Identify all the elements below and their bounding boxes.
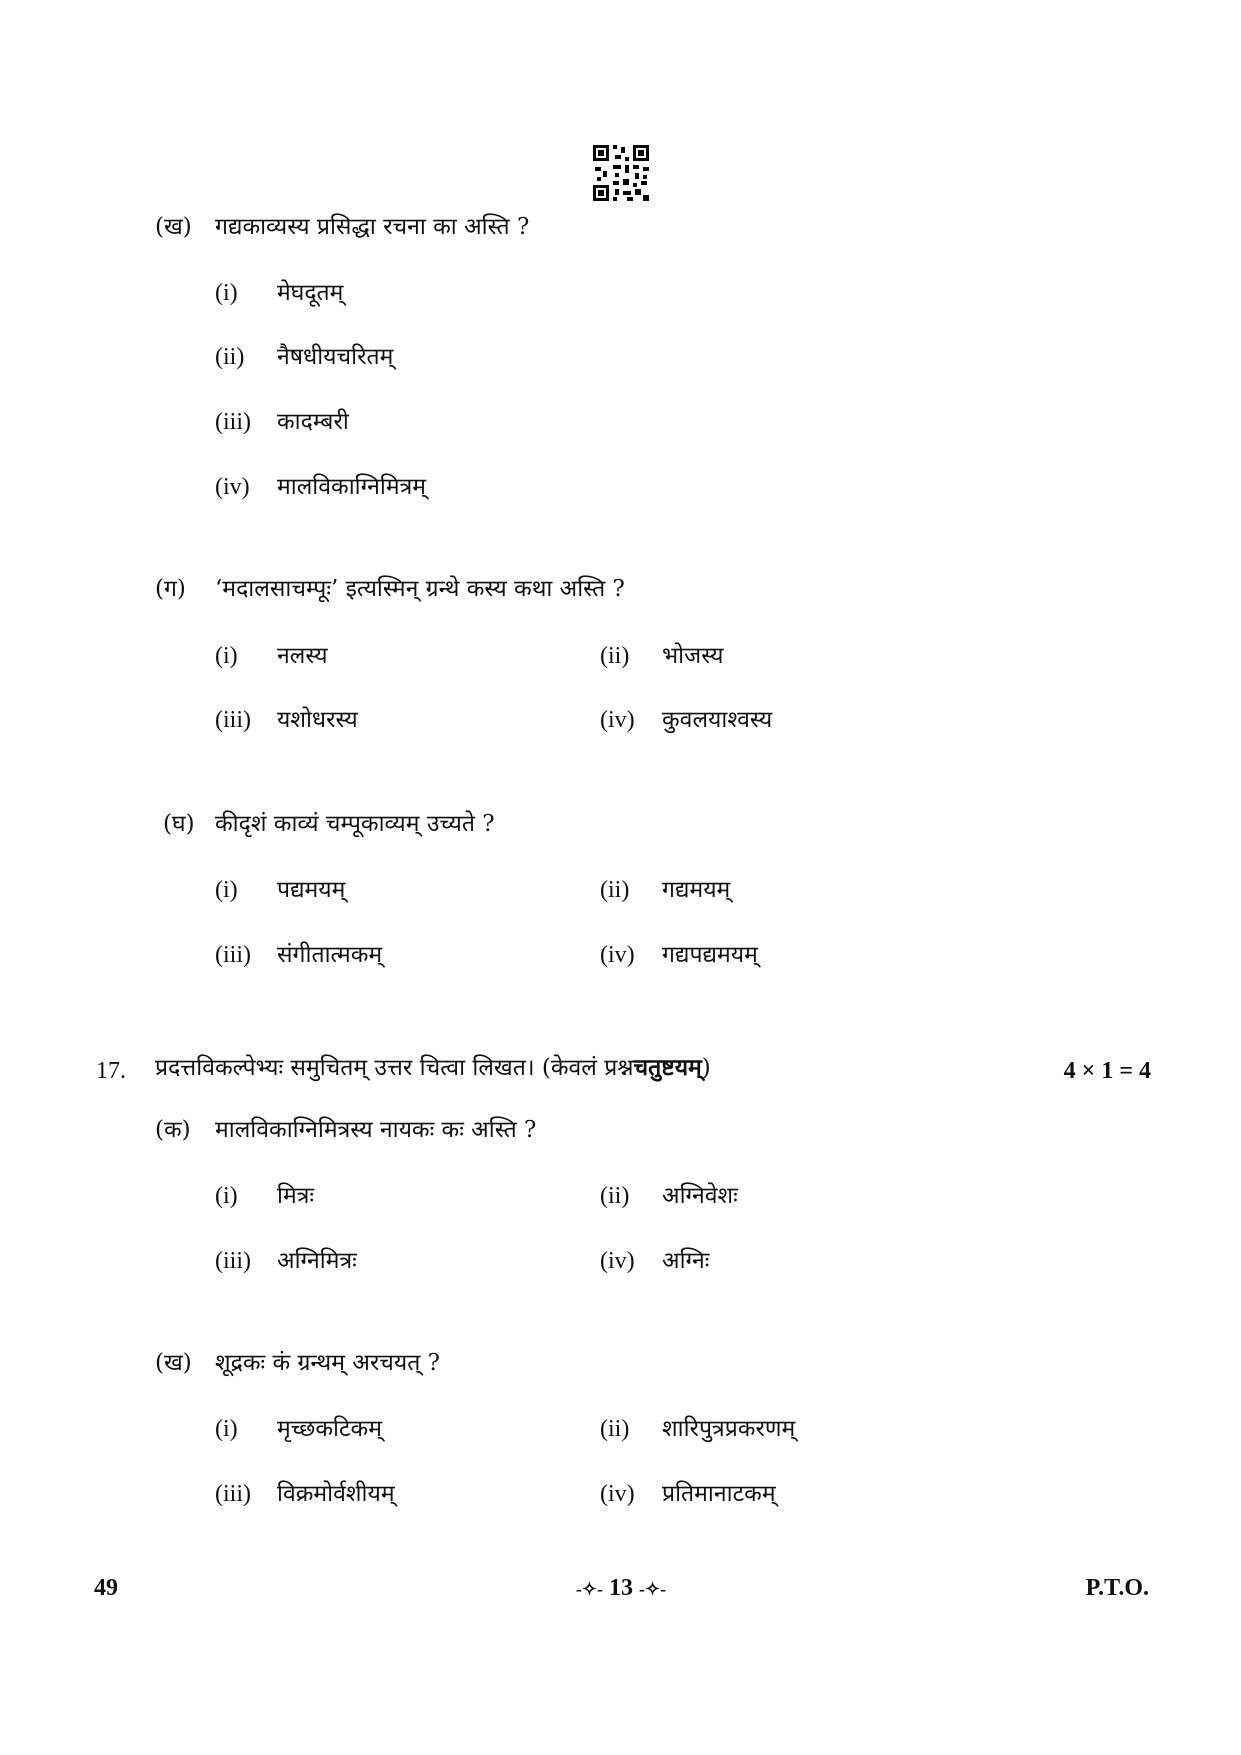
option-item [600, 1249, 709, 1273]
marks-allocation: 4 × 1 = 4 [1063, 1058, 1151, 1084]
option-text: पद्यमयम् [277, 877, 346, 903]
option-number: (iv) [600, 1248, 635, 1274]
option-number: (iv) [600, 707, 635, 733]
option-item [600, 644, 723, 668]
option-text: संगीतात्मकम् [277, 942, 383, 968]
question-17-kha [155, 1352, 440, 1375]
option-number: (ii) [600, 643, 630, 669]
option-item [215, 943, 382, 967]
option-text: भोजस्य [662, 643, 724, 669]
question-text: गद्यकाव्यस्य प्रसिद्धा रचना का अस्ति ? [215, 214, 530, 240]
question-text: कीदृशं काव्यं चम्पूकाव्यम् उच्यते ? [215, 811, 495, 837]
question-16-kha [155, 216, 529, 239]
instruction-text: प्रदत्तविकल्पेभ्यः समुचितम् उत्तर चित्वा लिखत। (केवलं प्रश्न [155, 1055, 634, 1081]
option-number: (i) [215, 1183, 238, 1209]
option-item [600, 1184, 738, 1208]
instruction-bold-text: चतुष्टयम् [633, 1054, 702, 1081]
option-item [600, 708, 772, 732]
option-item [600, 878, 730, 902]
question-label: (ख) [155, 1350, 192, 1376]
option-text: कुवलयाश्वस्य [662, 707, 773, 733]
option-text: अग्निवेशः [662, 1183, 738, 1209]
option-item [215, 1249, 357, 1273]
option-text: यशोधरस्य [277, 707, 358, 733]
option-item [215, 475, 426, 499]
option-number: (iv) [600, 1481, 635, 1507]
option-number: (iii) [215, 942, 251, 968]
question-label: (ख) [155, 214, 192, 240]
option-text: शारिपुत्रप्रकरणम् [662, 1416, 796, 1442]
question-17-instruction [155, 1056, 711, 1080]
option-item [215, 708, 358, 732]
option-item [215, 281, 343, 305]
option-item [215, 878, 345, 902]
ornament-right-icon: -✧- [639, 1579, 667, 1599]
option-text: अग्निमित्रः [277, 1248, 357, 1274]
option-number: (i) [215, 877, 238, 903]
option-text: नलस्य [277, 643, 328, 669]
option-text: विक्रमोर्वशीयम् [277, 1481, 395, 1507]
question-number: 17. [96, 1058, 126, 1084]
option-number: (iii) [215, 707, 251, 733]
option-text: मालविकाग्निमित्रम् [277, 474, 427, 500]
option-item [215, 1482, 395, 1506]
option-number: (ii) [600, 1416, 630, 1442]
option-number: (ii) [215, 344, 245, 370]
qr-code-icon [591, 143, 651, 203]
option-text: नैषधीयचरितम् [277, 344, 394, 370]
question-text: मालविकाग्निमित्रस्य नायकः कः अस्ति ? [215, 1117, 537, 1143]
option-text: मेघदूतम् [277, 280, 344, 306]
option-item [600, 1417, 795, 1441]
option-number: (iii) [215, 1248, 251, 1274]
question-label: (घ) [163, 811, 195, 837]
question-text: शूद्रकः कं ग्रन्थम् अरचयत् ? [215, 1350, 441, 1376]
page-number [551, 1575, 691, 1602]
option-text: गद्यमयम् [662, 877, 731, 903]
option-number: (iv) [600, 942, 635, 968]
option-text: मृच्छकटिकम् [277, 1416, 382, 1442]
question-text: ‘मदालसाचम्पूः’ इत्यस्मिन् ग्रन्थे कस्य कथा अस्ति ? [215, 576, 625, 602]
pto-label: P.T.O. [1085, 1575, 1149, 1601]
option-item [215, 410, 349, 434]
option-number: (iv) [215, 474, 250, 500]
question-label: (क) [155, 1117, 191, 1143]
ornament-left-icon: -✧- [575, 1579, 603, 1599]
option-number: (i) [215, 280, 238, 306]
option-number: (iii) [215, 409, 251, 435]
paper-code: 49 [94, 1575, 118, 1601]
question-label: (ग) [155, 576, 186, 602]
option-number: (i) [215, 643, 238, 669]
option-text: अग्निः [662, 1248, 710, 1274]
instruction-end: ) [701, 1055, 711, 1081]
question-17-ka [155, 1119, 536, 1142]
question-16-gha [163, 813, 495, 836]
option-item [215, 644, 328, 668]
option-text: प्रतिमानाटकम् [662, 1481, 776, 1507]
option-item [215, 1184, 314, 1208]
option-number: (i) [215, 1416, 238, 1442]
option-item [215, 345, 393, 369]
option-item [215, 1417, 382, 1441]
page-number-text: 13 [609, 1575, 633, 1601]
option-item [600, 943, 758, 967]
option-text: मित्रः [277, 1183, 315, 1209]
option-number: (ii) [600, 877, 630, 903]
option-text: गद्यपद्यमयम् [662, 942, 758, 968]
option-text: कादम्बरी [277, 409, 349, 435]
question-16-ga [155, 578, 625, 601]
option-number: (iii) [215, 1481, 251, 1507]
option-number: (ii) [600, 1183, 630, 1209]
option-item [600, 1482, 776, 1506]
